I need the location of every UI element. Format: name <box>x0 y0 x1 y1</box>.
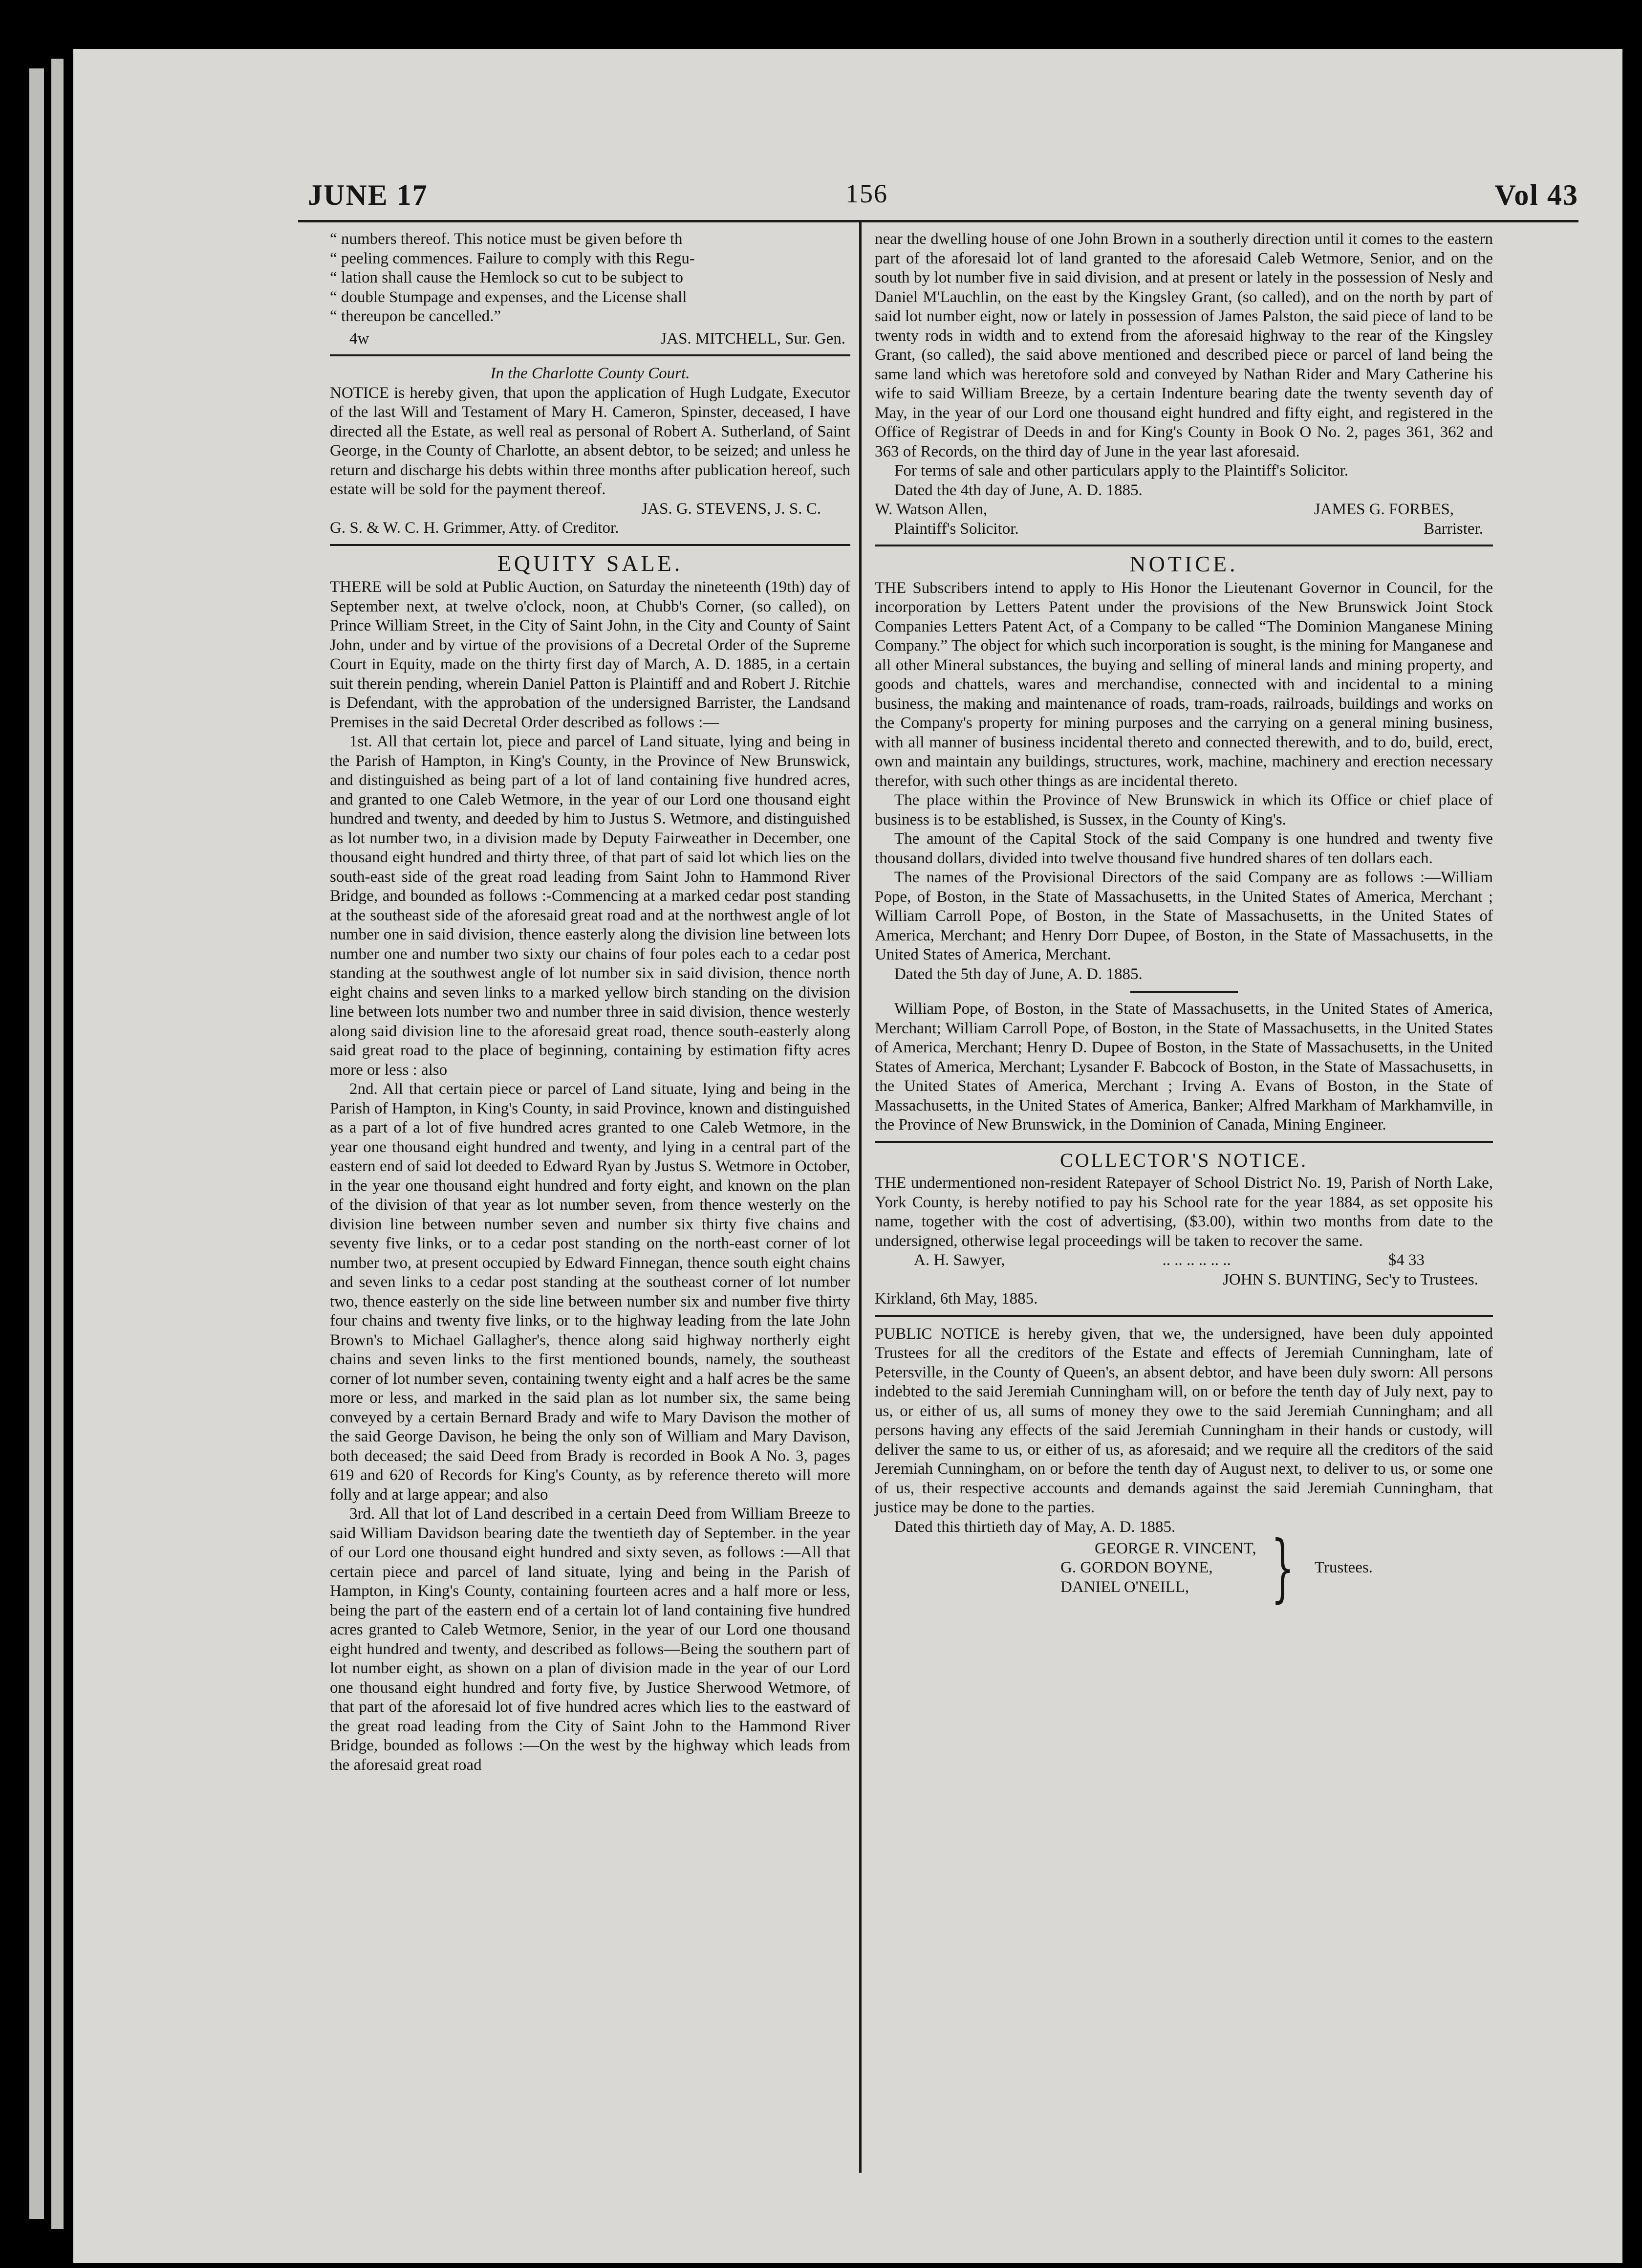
notice-heading: NOTICE. <box>1129 551 1238 576</box>
charlotte-notice: NOTICE is hereby given, that upon the application of Hugh Ludgate, Executor of the last Will and Testament of Mary H. Cameron, Spinster, deceased, I have directed all the Estate, as well real as personal of Robert A. Sutherland, of Saint George, in the County of Charlotte, an absent debtor, to be seized; and unless he return and discharge his debts within three months after publication hereof, such estate will be sold for the payment thereof. <box>330 384 850 498</box>
trustee-name: DANIEL O'NEILL, <box>1060 1578 1189 1596</box>
equity-dated: Dated the 4th day of June, A. D. 1885. <box>894 481 1143 499</box>
regulation-line: “ double Stumpage and expenses, and the License shall <box>330 288 687 306</box>
collector-amount: $4 33 <box>1388 1251 1425 1269</box>
header-date: JUNE 17 <box>308 179 428 211</box>
trustees-label: Trustees. <box>1315 1559 1373 1577</box>
equity-solicitor-name: W. Watson Allen, <box>875 501 988 518</box>
collector-notice: THE undermentioned non-resident Ratepayer of School District No. 19, Parish of North Lake, York County, is hereby notified to pay his School rate for the year 1884, as set opposite his name, together with the cost of advertising, ($3.00), within two months from date to the undersigned, otherwise legal proceedings will be taken to recover the same. <box>875 1174 1493 1250</box>
regulation-line: “ numbers thereof. This notice must be given before th <box>330 230 683 248</box>
trustees-block <box>1060 1526 1493 1611</box>
page-edge-2 <box>51 59 64 2229</box>
equity-sale-heading: EQUITY SALE. <box>497 550 683 576</box>
right-column <box>875 230 1493 1611</box>
collector-heading: COLLECTOR'S NOTICE. <box>1060 1149 1308 1171</box>
section-rule <box>330 354 850 356</box>
page-edge-1 <box>29 68 44 2219</box>
notice-paragraph: The place within the Province of New Brunswick in which its Office or chief place of business is to be established, is Sussex, in the County of King's. <box>875 791 1493 829</box>
newspaper-page <box>73 49 1622 2263</box>
charlotte-attorney: G. S. & W. C. H. Grimmer, Atty. of Creditor. <box>330 519 619 537</box>
charlotte-signature: JAS. G. STEVENS, J. S. C. <box>641 500 821 518</box>
section-rule <box>330 544 850 546</box>
trustee-name: GEORGE R. VINCENT, <box>1095 1539 1256 1557</box>
collector-ratepayer: A. H. Sawyer, <box>914 1251 1005 1269</box>
equity-second-lot: 2nd. All that certain piece or parcel of Land situate, lying and being in the Parish of Hampton, in King's County, in said Province, known and distinguished as a part of a lot of five hundred acres granted to one Caleb Wetmore, in the year one thousand eight hundred and twenty, and lying in a central part of the eastern end of said lot deeded to Edward Ryan by Justus S. Wetmore in October, in the year one thousand eight hundred and forty eight, and known on the plan of the division of that year as lot number seven, from thence westerly on the division line between number seven and number six thirty five chains and seventy five links, or to a cedar post standing on the north-east corner of lot number two, at present occupied by Edward Finnegan, thence south eight chains and seven links to a cedar post standing at the southeast corner of lot number two, thence easterly on the side line between number six and number five thirty four chains and twenty five links, or to the highway leading from the late John Brown's to Michael Gallagher's, thence along said highway northerly eight chains and seven links to the first mentioned bounds, namely, the southeast corner of lot number seven, containing twenty eight and a half acres be the same more or less, and marked in the said plan as lot number six, the same being conveyed by a certain Bernard Brady and wife to Mary Davison the mother of the said George Davison, he being the only son of William and Mary Davison, both deceased; the said Deed from Brady is recorded in Book A No. 3, pages 619 and 620 of Records for King's County, as by reference thereto will more folly and at large appear; and also <box>330 1080 850 1504</box>
collector-signature: JOHN S. BUNTING, Sec'y to Trustees. <box>1223 1270 1478 1288</box>
equity-barrister-title: Barrister. <box>1424 520 1483 538</box>
public-notice: PUBLIC NOTICE is hereby given, that we, the undersigned, have been duly appointed Trustees for all the creditors of the Estate and effects of Jeremiah Cunningham, late of Petersville, in the County of Queen's, an absent debtor, and have been duly sworn: All persons indebted to the said Jeremiah Cunningham will, on or before the tenth day of July next, pay to us, or either of us, all sums of money they owe to the said Jeremiah Cunningham; and all persons having any effects of the said Jeremiah Cunningham in their hands or custody, will deliver the same to us, or either of us, as aforesaid; and we require all the creditors of the said Jeremiah Cunningham, on or before the tenth day of August next, to deliver to us, or some one of us, their respective accounts and demands against the said Jeremiah Cunningham, that justice may be done to the parties. <box>875 1325 1493 1516</box>
short-rule <box>1130 991 1238 993</box>
section-rule <box>875 545 1493 546</box>
equity-intro: THERE will be sold at Public Auction, on Saturday the nineteenth (19th) day of September next, at twelve o'clock, noon, at Chubb's Corner, (so called), on Prince William Street, in the City of Saint John, in the City and County of Saint John, under and by virtue of the provisions of a Decretal Order of the Supreme Court in Equity, made on the thirty first day of March, A. D. 1885, in a certain suit therein pending, wherein Daniel Patton is Plaintiff and and Robert J. Ritchie is Defendant, with the approbation of the undersigned Barrister, the Landsand Premises in the said Decretal Order described as follows :— <box>330 578 850 731</box>
equity-continued: near the dwelling house of one John Brown in a southerly direction until it comes to the eastern part of the aforesaid lot of land granted to the aforesaid Caleb Wetmore, Senior, and on the south by lot number five in said division, and at present or lately in the possession of Nesly and Daniel M'Lauchlin, on the east by the Kingsley Grant, (so called), and on the north by part of said lot number eight, now or lately in possession of James Palston, the said piece of land to be twenty rods in width and to extend from the aforesaid highway to the rear of the Kingsley Grant, (so called), the said above mentioned and described piece or parcel of land being the same land which was heretofore sold and conveyed by Nathan Rider and Mary Catherine his wife to said William Breeze, by a certain Indenture bearing date the twenty seventh day of May, in the year of our Lord one thousand eight hundred and fifty eight, and registered in the Office of Registrar of Deeds in and for King's County in Book O No. 2, pages 361, 362 and 363 of Records, on the third day of June in the year last aforesaid. <box>875 230 1493 460</box>
notice-paragraph: The amount of the Capital Stock of the said Company is one hundred and twenty five thousand dollars, divided into twelve thousand five hundred shares of ten dollars each. <box>875 830 1493 867</box>
equity-barrister-name: JAMES G. FORBES, <box>1314 501 1454 518</box>
collector-leader-dots: .. .. .. .. .. .. <box>1162 1251 1231 1269</box>
regulation-line: “ thereupon be cancelled.” <box>330 307 501 325</box>
regulation-mark: 4w <box>349 329 369 348</box>
equity-terms: For terms of sale and other particulars apply to the Plaintiff's Solicitor. <box>894 462 1349 480</box>
public-notice-dated: Dated this thirtieth day of May, A. D. 1885. <box>894 1518 1176 1536</box>
section-rule <box>875 1315 1493 1317</box>
header-page-number: 156 <box>845 179 888 208</box>
column-divider <box>859 222 862 2173</box>
charlotte-court-title: In the Charlotte County Court. <box>490 365 690 382</box>
notice-dated: Dated the 5th day of June, A. D. 1885. <box>894 965 1143 983</box>
section-rule <box>875 1141 1493 1143</box>
equity-solicitor-title: Plaintiff's Solicitor. <box>894 520 1019 538</box>
header-rule <box>298 220 1578 222</box>
regulation-signature: JAS. MITCHELL, Sur. Gen. <box>660 329 845 348</box>
equity-first-lot: 1st. All that certain lot, piece and parcel of Land situate, lying and being in the Parish of Hampton, in King's County, in the Province of New Brunswick, and distinguished as being part of a lot of land containing five hundred acres, and granted to one Caleb Wetmore, in the year of our Lord one thousand eight hundred and twenty, and deeded by him to Justus S. Wetmore, and distinguished as lot number two, in a division made by Deputy Fairweather in December, one thousand eight hundred and thirty three, of that part of said lot which lies on the south-east side of the great road leading from Saint John to Hammond River Bridge, and bounded as follows :-Commencing at a marked cedar post standing at the southeast side of the aforesaid great road and at the northwest angle of lot number one in said division, thence easterly along the division line between lots number one and number two sixty our chains of four poles each to a cedar post standing at the southwest angle of lot number six in said division, thence north eight chains and seven links to a marked yellow birch standing on the division line between lots number two and number three in said division, thence westerly along said division line to the aforesaid great road, thence south-easterly along said great road to the place of beginning, containing by estimation fifty acres more or less : also <box>330 733 850 1079</box>
trustee-name: G. GORDON BOYNE, <box>1060 1559 1213 1577</box>
equity-third-lot: 3rd. All that lot of Land described in a certain Deed from William Breeze to said William Davidson bearing date the twentieth day of September. in the year of our Lord one thousand eight hundred and sixty seven, as follows :—All that certain piece and parcel of land situate, lying and being in the Parish of Hampton, in King's County, containing fourteen acres and a half more or less, being the part of the eastern end of a certain lot of land containing five hundred acres granted to Caleb Wetmore, Senior, in the year of our Lord one thousand eight hundred and twenty, and described as follows—Being the southern part of lot number eight, as shown on a plan of division made in the year of our Lord one thousand eight hundred and forty five, by Justice Sherwood Wetmore, of that part of the aforesaid lot of five hundred acres which lies to the eastward of the great road leading from the City of Saint John to the Hammond River Bridge, bounded as follows :—On the west by the highway which leads from the aforesaid great road <box>330 1505 850 1774</box>
regulation-line: “ lation shall cause the Hemlock so cut to be subject to <box>330 269 684 286</box>
regulation-line: “ peeling commences. Failure to comply with this Regu- <box>330 249 695 267</box>
notice-paragraph: The names of the Provisional Directors of the said Company are as follows :—William Pope, of Boston, in the State of Massachusetts, in the United States of America, Merchant ; William Carroll Pope, of Boston, in the State of Massachusetts, in the United States of America, Merchant; and Henry Dorr Dupee, of Boston, in the State of Massachusetts, in the United States of America, Merchant. <box>875 869 1493 963</box>
notice-paragraph: THE Subscribers intend to apply to His Honor the Lieutenant Governor in Council, for the incorporation by Letters Patent under the provisions of the New Brunswick Joint Stock Companies Letters Patent Act, of a Company to be called “The Dominion Manganese Mining Company.” The object for which such incorporation is sought, is the mining for Manganese and all other Mineral substances, the buying and selling of mineral lands and mining property, and goods and chattels, wares and merchandise, connected with and incidental to a mining business, the making and maintenance of roads, tram-roads, railroads, buildings and works on the Company's property for mining purposes and the carrying on a general mining business, with all manner of business incidental thereto and connected therewith, and to do, build, erect, own and maintain any buildings, structures, work, machine, machinery and erection necessary therefor, with such other things as are incidental thereto. <box>875 579 1493 790</box>
collector-place-date: Kirkland, 6th May, 1885. <box>875 1290 1038 1308</box>
notice-signers: William Pope, of Boston, in the State of Massachusetts, in the United States of America, Merchant; William Carroll Pope, of Boston, in the State of Massachusetts, in the United States of America, Merchant; Henry D. Dupee of Boston, in the State of Massachusetts, in the United States of America, Merchant; Lysander F. Babcock of Boston, in the State of Massachusetts, in the United States of America, Merchant ; Irving A. Evans of Boston, in the State of Massachusetts, in the United States of America, Banker; Alfred Markham of Markhamville, in the Province of New Brunswick, in the Dominion of Canada, Mining Engineer. <box>875 1000 1493 1134</box>
header-volume: Vol 43 <box>1494 179 1578 211</box>
left-column <box>330 230 850 1775</box>
brace-glyph: } <box>1271 1526 1295 1611</box>
